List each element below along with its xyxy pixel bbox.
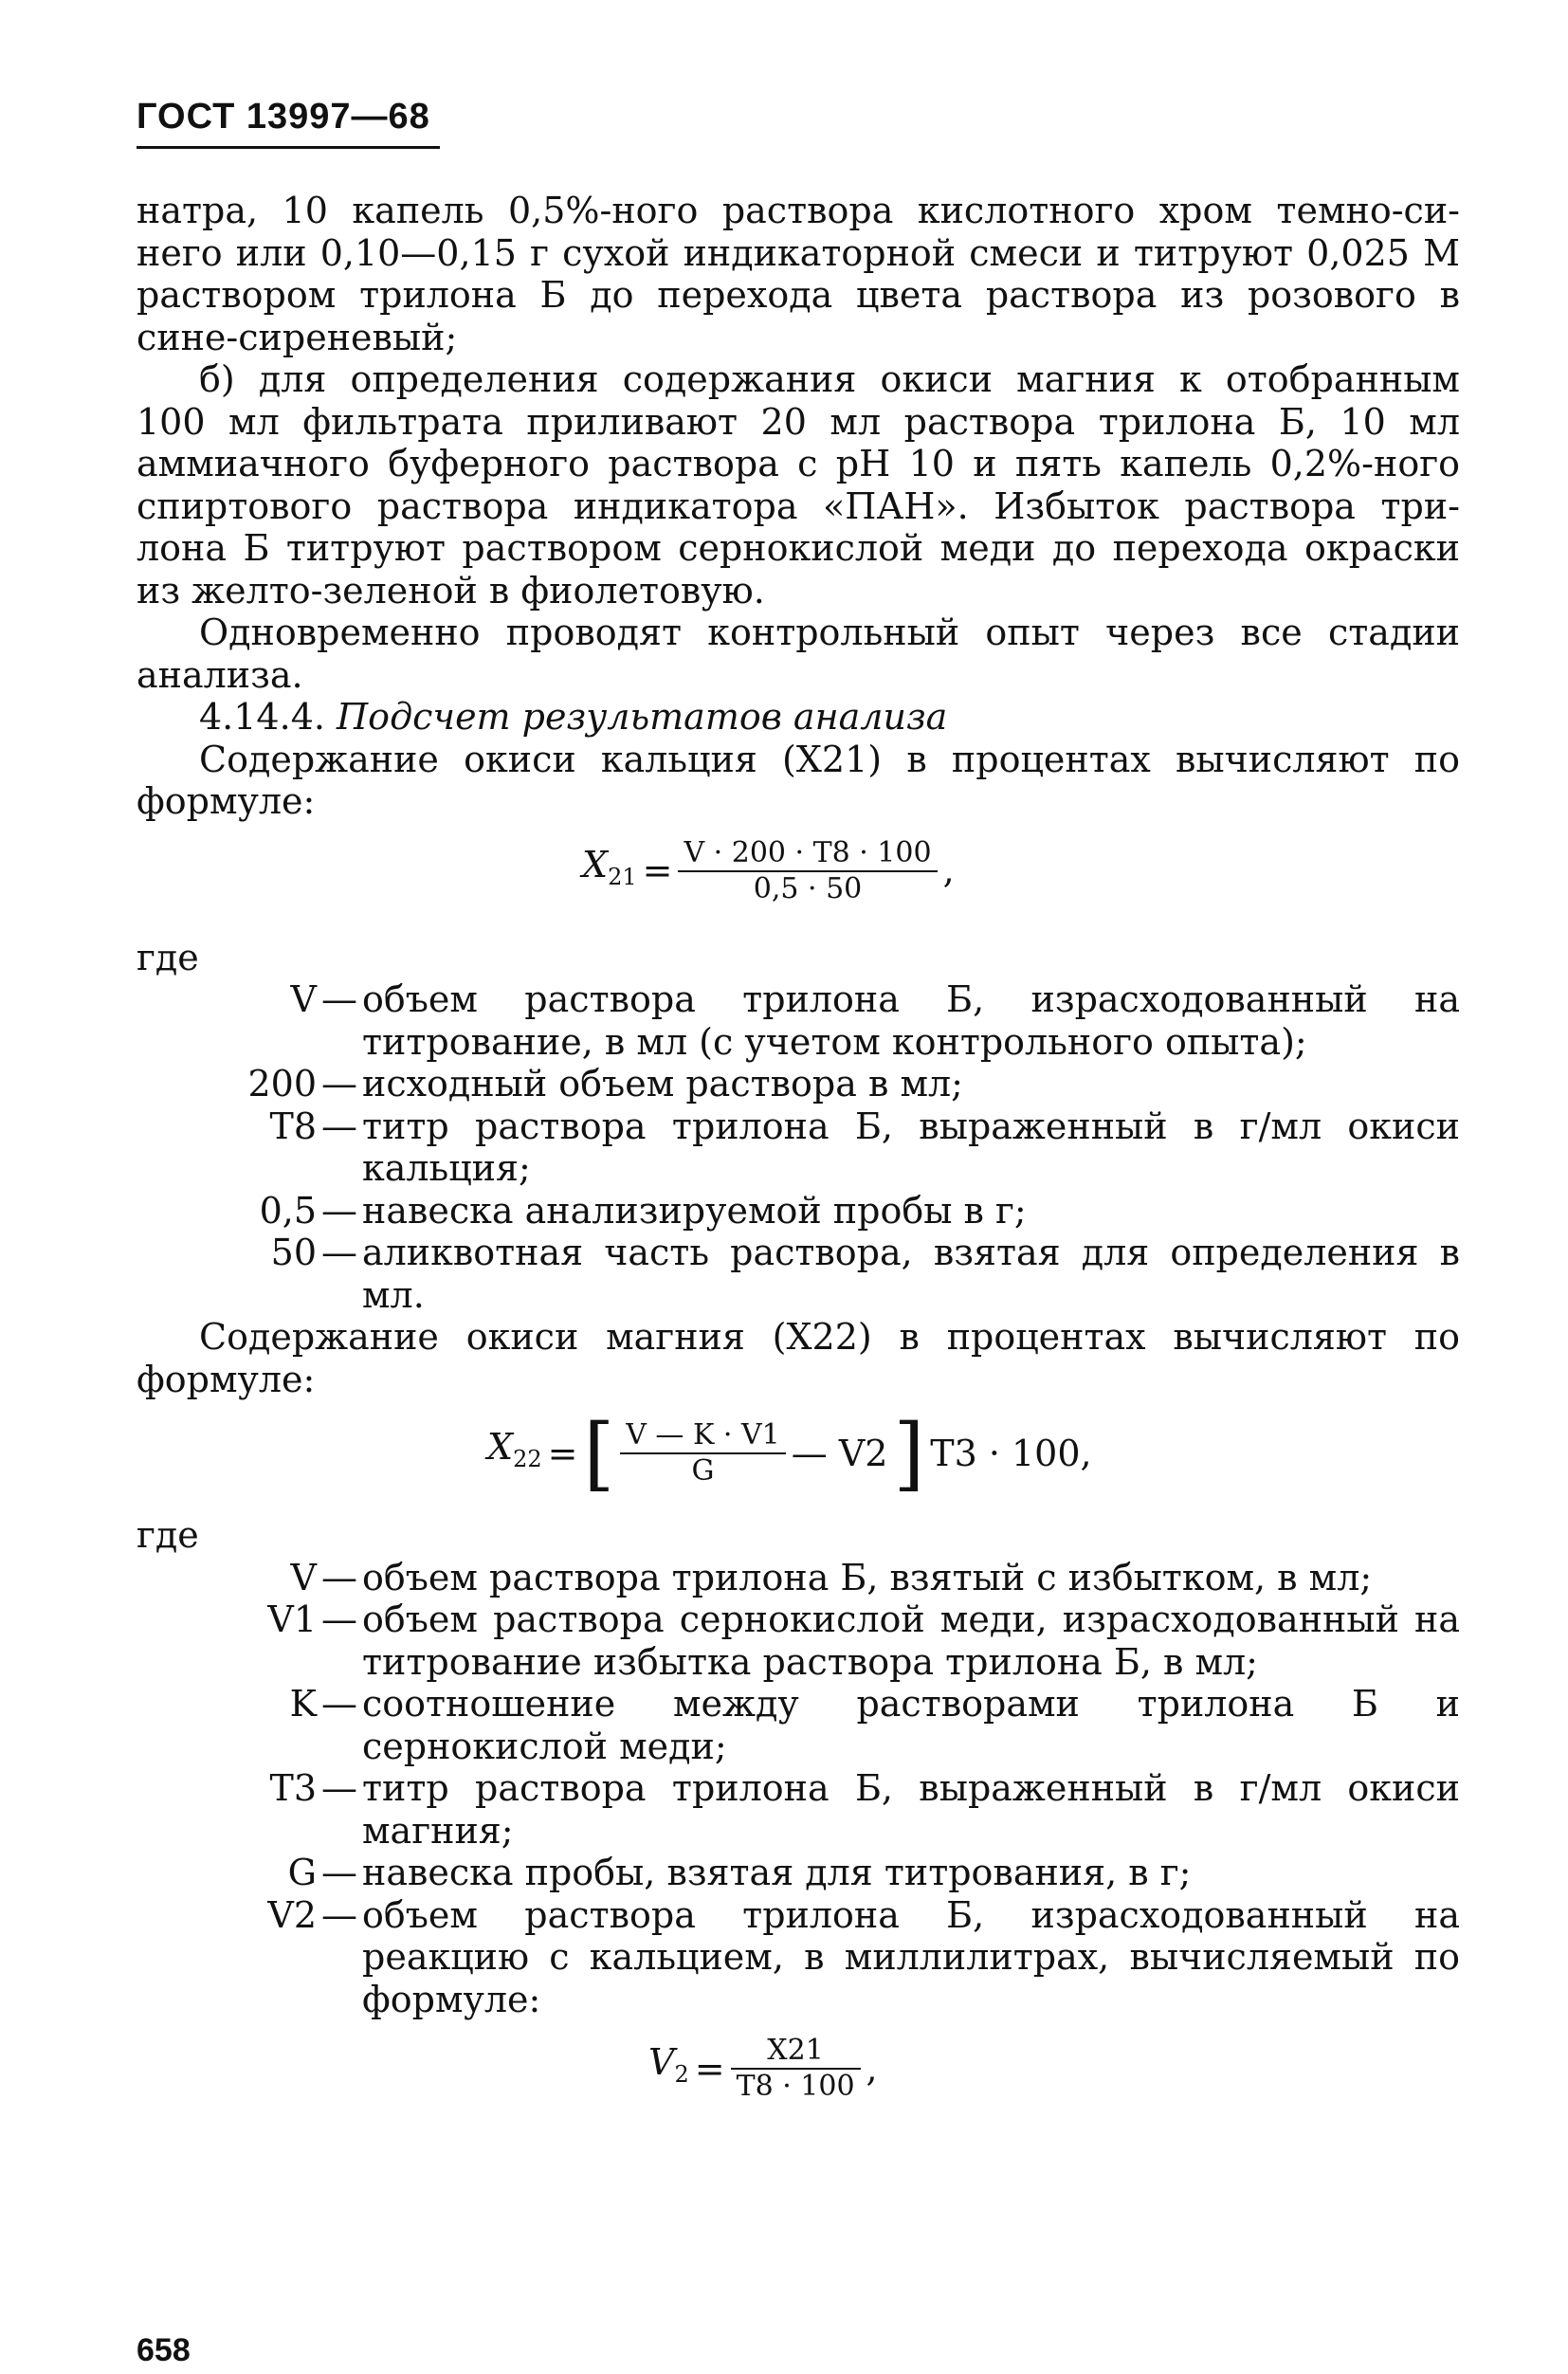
formula-x21 xyxy=(137,836,1460,931)
text-line: натра, 10 капель 0,5%-ного раствора кислотного хром темно-си- xyxy=(137,190,1460,231)
header-rule xyxy=(137,146,440,149)
page-number: 658 xyxy=(137,2332,191,2368)
formula-numerator: X21 xyxy=(767,2034,824,2067)
formula-fraction xyxy=(731,2034,861,2104)
section-number: 4.14.4. xyxy=(199,696,325,738)
formula-numerator: V · 200 · T8 · 100 xyxy=(684,835,932,869)
text-line: Одновременно проводят контрольный опыт через все стадии xyxy=(199,612,1460,653)
paragraph-mgo xyxy=(137,1316,1460,1400)
definition-item: V — объем раствора трилона Б, израсходованный на титрование, в мл (с учетом контрольного опыта); xyxy=(290,978,1460,1063)
document-body xyxy=(137,190,1460,2134)
definition-item: T8 — титр раствора трилона Б, выраженный в г/мл окиси кальция; xyxy=(269,1105,1460,1189)
formula-lhs: $X_{21}$ xyxy=(582,843,637,890)
definition-item: V2 — объем раствора трилона Б, израсходованный на реакцию с кальцием, в миллилитрах, вычисляемый по формуле: xyxy=(267,1893,1460,2020)
text-line: из желто-зеленой в фиолетовую. xyxy=(137,569,765,612)
formula-open-bracket: [ xyxy=(583,1407,615,1500)
formula-minus-term: — V2 xyxy=(791,1432,888,1474)
text-line: аммиачного буферного раствора с рН 10 и пять капель 0,2%-ного xyxy=(137,443,1460,484)
definition-item: K — соотношение между растворами трилона Б и сернокислой меди; xyxy=(289,1683,1460,1767)
definitions-list-2 xyxy=(137,1557,1460,2021)
text-line: анализа. xyxy=(137,653,303,696)
text-line: раствором трилона Б до перехода цвета раствора из розового в xyxy=(137,274,1460,316)
formula-denominator: G xyxy=(691,1454,715,1488)
section-title: Подсчет результатов анализа xyxy=(337,696,948,738)
paragraph-b xyxy=(137,358,1460,612)
formula-fraction xyxy=(678,836,937,906)
definition-item: 50 — аликвотная часть раствора, взятая для определения в мл. xyxy=(270,1232,1460,1316)
formula-tail: , xyxy=(942,849,955,892)
text-line: Содержание окиси кальция (X21) в процентах вычисляют по xyxy=(199,738,1460,780)
formula-equals: = xyxy=(547,1432,578,1474)
formula-equals: = xyxy=(642,849,673,892)
formula-fraction xyxy=(620,1418,786,1488)
text-line: б) для определения содержания окиси магния к отобранным xyxy=(199,358,1460,400)
text-line: Содержание окиси магния (X22) в процентах вычисляют по xyxy=(199,1316,1460,1358)
definition-item: G — навеска пробы, взятая для титрования, в г; xyxy=(287,1852,1192,1893)
formula-lhs: $X_{22}$ xyxy=(487,1426,542,1473)
definition-item: T3 — титр раствора трилона Б, выраженный в г/мл окиси магния; xyxy=(269,1767,1460,1852)
definition-item: 0,5 — навеска анализируемой пробы в г; xyxy=(259,1189,1027,1232)
formula-denominator: T8 · 100 xyxy=(736,2070,855,2103)
text-line: лона Б титруют раствором сернокислой меди до перехода окраски xyxy=(137,527,1460,569)
formula-x22 xyxy=(137,1407,1460,1508)
text-line: формуле: xyxy=(137,780,316,822)
formula-close-bracket: ] xyxy=(893,1407,925,1500)
text-line: сине-сиреневый; xyxy=(137,316,458,358)
text-line: 100 мл фильтрата приливают 20 мл раствора трилона Б, 10 мл xyxy=(137,400,1460,443)
formula-numerator: V — K · V1 xyxy=(626,1418,780,1452)
text-line: формуле: xyxy=(137,1358,316,1400)
formula-v2 xyxy=(137,2034,1460,2128)
where-label: где xyxy=(137,936,199,978)
where-label: где xyxy=(137,1514,199,1556)
formula-lhs: $V_2$ xyxy=(648,2041,689,2089)
section-heading xyxy=(137,696,1460,739)
definitions-list-1 xyxy=(137,978,1460,1316)
text-line: него или 0,10—0,15 г сухой индикаторной смеси и титруют 0,025 М xyxy=(137,231,1460,274)
paragraph-control xyxy=(137,612,1460,696)
formula-tail: , xyxy=(866,2047,878,2090)
definition-item: 200 — исходный объем раствора в мл; xyxy=(247,1063,963,1105)
paragraph-a-continuation xyxy=(137,190,1460,358)
definition-item: V — объем раствора трилона Б, взятый с избытком, в мл; xyxy=(290,1556,1373,1598)
formula-tail: T3 · 100, xyxy=(930,1432,1092,1474)
paragraph-cao xyxy=(137,739,1460,823)
standard-header: ГОСТ 13997—68 xyxy=(137,97,430,137)
text-line: спиртового раствора индикатора «ПАН». Избыток раствора три- xyxy=(137,484,1460,527)
formula-denominator: 0,5 · 50 xyxy=(753,871,863,905)
definition-item: V1 — объем раствора сернокислой меди, израсходованный на титрование избытка раствора трилона Б, в мл; xyxy=(267,1598,1460,1683)
formula-equals: = xyxy=(694,2047,725,2090)
